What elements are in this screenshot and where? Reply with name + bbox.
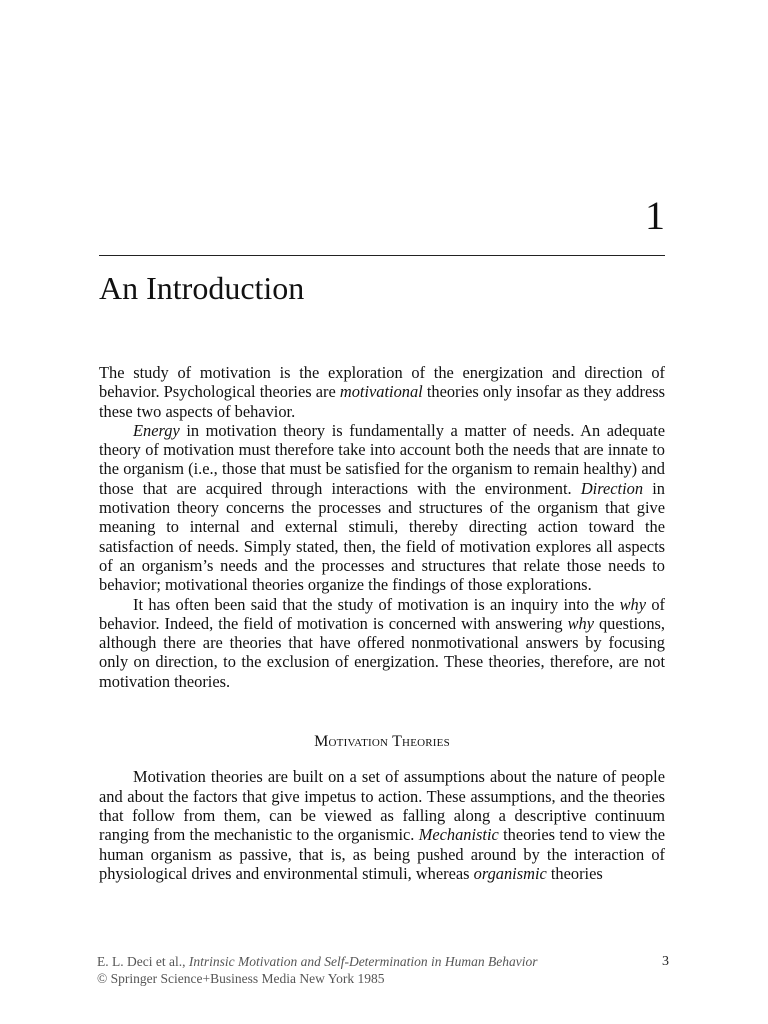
body-text bbox=[99, 363, 665, 883]
page-footer bbox=[97, 953, 669, 987]
emphasized-term: motivational bbox=[339, 382, 423, 402]
paragraph: It has often been said that the study of motivation is an inquiry into the why of behavior. Indeed, the field of motivation is concerned with answering why questions, although there are theories that have offered nonmotivational answers by focusing only on direction, to the exclusion of energization. These theories, therefore, are not motivation theories. bbox=[99, 594, 665, 691]
emphasized-term: organismic bbox=[473, 863, 547, 883]
paragraph: The study of motivation is the exploration of the energization and direction of behavior. Psychological theories are motivational theories only insofar as they address these two aspects of behavior. bbox=[99, 363, 665, 421]
chapter-rule bbox=[99, 255, 665, 256]
citation-authors: E. L. Deci et al., bbox=[97, 954, 189, 969]
emphasized-term: why bbox=[567, 613, 594, 633]
emphasized-term: why bbox=[619, 594, 647, 614]
emphasized-term: Energy bbox=[133, 420, 180, 440]
section-heading: Motivation Theories bbox=[314, 733, 450, 751]
paragraph: Energy in motivation theory is fundamentally a matter of needs. An adequate theory of motivation must therefore take into account both the needs that are innate to the organism (i.e., those that must be satisfied for the organism to remain healthy) and those that are acquired through interactions with the environment. Direction in motivation theory concerns the processes and structures of the organism that give meaning to internal and external stimuli, thereby directing action toward the satisfaction of needs. Simply stated, then, the field of motivation explores all aspects of an organism’s needs and the processes and structures that relate those needs to behavior; motivational theories organize the findings of those explorations. bbox=[99, 420, 665, 595]
chapter-number: 1 bbox=[645, 193, 665, 238]
page-number: 3 bbox=[662, 954, 669, 969]
citation-book-title: Intrinsic Motivation and Self-Determination in Human Behavior bbox=[188, 954, 538, 969]
chapter-title: An Introduction bbox=[99, 270, 305, 306]
emphasized-term: Direction bbox=[580, 478, 644, 498]
citation-line bbox=[97, 953, 669, 970]
copyright-line: © Springer Science+Business Media New York 1985 bbox=[97, 971, 385, 986]
paragraph: Motivation theories are built on a set of assumptions about the nature of people and about the factors that give impetus to action. These assumptions, and the theories that follow from them, can be viewed as falling along a descriptive continuum ranging from the mechanistic to the organismic. Mechanistic theories tend to view the human organism as passive, that is, as being pushed around by the interaction of physiological drives and environmental stimuli, whereas organismic theories bbox=[99, 767, 665, 883]
emphasized-term: Mechanistic bbox=[418, 825, 499, 845]
